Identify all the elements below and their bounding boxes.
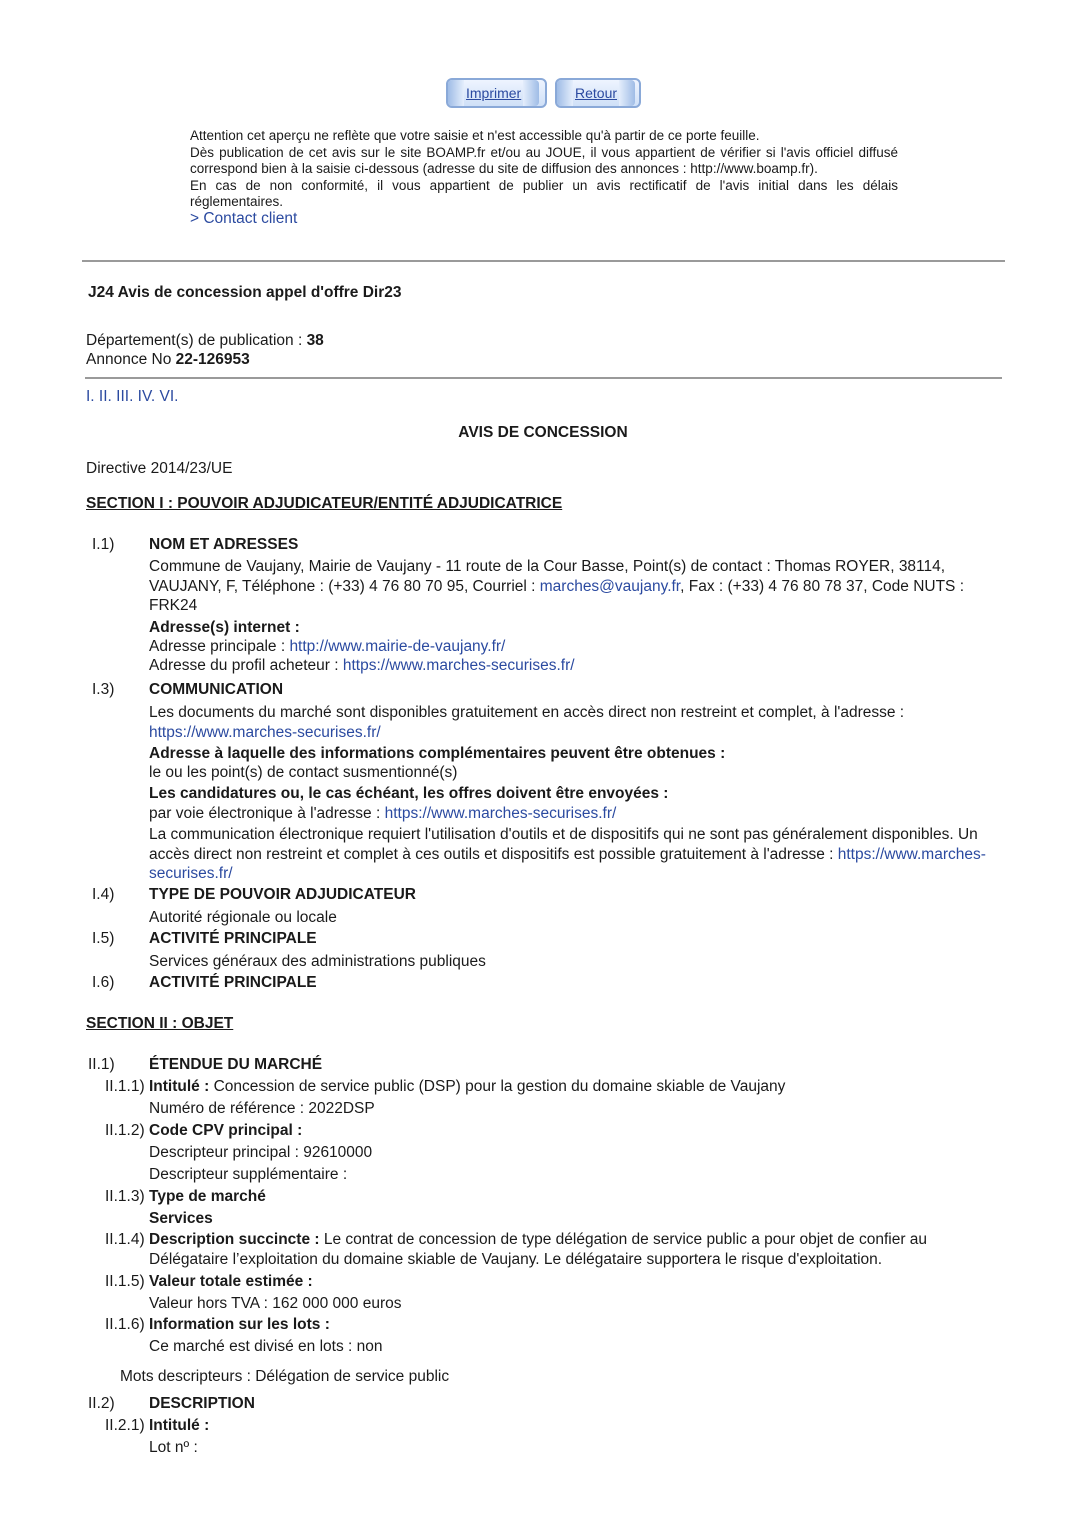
subitem-number: II.1.6) [105,1316,145,1333]
market-type: Services [149,1210,213,1227]
candidates-title: Les candidatures ou, le cas échéant, les offres doivent être envoyées : [149,785,669,802]
document-heading: AVIS DE CONCESSION [458,424,628,441]
subitem-number: II.1.1) [105,1078,145,1095]
annonce-value: 22-126953 [175,351,250,368]
info-text: le ou les point(s) de contact susmentionné(s) [149,764,458,781]
electronic-label: La communication électronique requiert l'utilisation d'outils et de dispositifs qui ne sont pas généralement disponibles. Un accès direct non restreint et complet à ces outils et dispositifs est possible gratuitement à l'adresse : [149,826,978,863]
print-button[interactable] [446,78,547,108]
lots-info: Ce marché est divisé en lots : non [149,1338,383,1355]
subitem-label: Valeur totale estimée : [149,1273,313,1290]
subitem-text [149,1230,999,1269]
electronic-link[interactable]: https://www.marches-securises.fr/ [149,845,986,882]
item-number: I.1) [92,536,115,553]
directive: Directive 2014/23/UE [86,460,233,477]
buyer-profile-link[interactable]: https://www.marches-securises.fr/ [342,657,575,674]
notice-line-1: Attention cet aperçu ne reflète que votre saisie et n'est accessible qu'à partir de ce porte feuille. [190,128,760,143]
notice-title: J24 Avis de concession appel d'offre Dir23 [88,284,402,301]
email-link[interactable]: marches@vaujany.fr [539,577,681,595]
subitem-number: II.2.1) [105,1417,145,1434]
notice-line-3: En cas de non conformité, il vous appartient de publier un avis rectificatif de l'avis initial dans les délais réglementaires. [190,177,898,209]
reference-number: Numéro de référence : 2022DSP [149,1100,375,1117]
item-number: I.3) [92,681,115,698]
item-title: NOM ET ADRESSES [149,536,299,553]
subitem-label: Code CPV principal : [149,1122,303,1139]
subitem-value: Le contrat de concession de type délégation de service public a pour objet de confier au Délégataire l’exploitation du domaine skiable de Vaujany. Le délégataire supportera le risque d'exploitation. [149,1231,928,1268]
subitem-label: Intitulé : [149,1078,214,1095]
subitem-number: II.1.3) [105,1188,145,1205]
address-part: , Fax : (+33) 4 76 80 78 37, Code NUTS : FRK24 [149,577,965,614]
subitem-value: Concession de service public (DSP) pour la gestion du domaine skiable de Vaujany [213,1078,786,1095]
estimated-value: Valeur hors TVA : 162 000 000 euros [149,1295,402,1312]
buyer-profile-label: Adresse du profil acheteur : [149,657,343,674]
back-label: Retour [575,85,618,101]
subitem-label: Information sur les lots : [149,1316,330,1333]
toolbar [446,78,641,108]
annonce-label: Annonce No [86,351,176,368]
candidates-link[interactable]: https://www.marches-securises.fr/ [384,805,617,822]
section-nav[interactable]: I. II. III. IV. VI. [86,388,179,405]
main-address [149,637,999,657]
divider [85,377,1002,379]
section-1-title: SECTION I : POUVOIR ADJUDICATEUR/ENTITÉ ADJUDICATRICE [86,495,563,512]
section-2-title: SECTION II : OBJET [86,1015,234,1032]
item-title: ÉTENDUE DU MARCHÉ [149,1056,323,1073]
item-text: Autorité régionale ou locale [149,909,337,926]
item-title: TYPE DE POUVOIR ADJUDICATEUR [149,886,416,903]
candidates-label: par voie électronique à l'adresse : [149,805,385,822]
button-left-cap [557,80,573,106]
subitem-number: II.1.4) [105,1231,145,1248]
item-title: ACTIVITÉ PRINCIPALE [149,930,317,947]
item-text: Services généraux des administrations publiques [149,953,486,970]
item-number: I.5) [92,930,115,947]
documents-label: Les documents du marché sont disponibles gratuitement en accès direct non restreint et complet, à l'adresse : [149,704,905,721]
candidates-text [149,804,999,824]
subitem-label: Type de marché [149,1188,266,1205]
button-left-cap [448,80,464,106]
print-label: Imprimer [466,85,522,101]
main-address-link[interactable]: http://www.mairie-de-vaujany.fr/ [289,638,506,655]
department-line [86,331,324,351]
address-part: Commune de Vaujany, Mairie de Vaujany - 11 route de la Cour Basse, Point(s) de contact : Thomas ROYER, 38114, VAUJANY, F, Téléphone : (+33) 4 76 80 70 95, Courriel : [149,558,946,595]
item-number: I.4) [92,886,115,903]
internet-label: Adresse(s) internet : [149,619,300,636]
address-text [149,557,999,616]
divider [82,260,1005,262]
department-label: Département(s) de publication : [86,332,307,349]
documents-link[interactable]: https://www.marches-securises.fr/ [149,723,381,741]
annonce-line [86,350,250,370]
electronic-text [149,825,999,884]
cpv-main: Descripteur principal : 92610000 [149,1144,373,1161]
info-title: Adresse à laquelle des informations complémentaires peuvent être obtenues : [149,745,726,762]
keywords: Mots descripteurs : Délégation de service public [120,1368,450,1385]
lot-number: Lot nº : [149,1439,198,1456]
cpv-supplementary: Descripteur supplémentaire : [149,1166,348,1183]
subitem-label: Intitulé : [149,1417,210,1434]
subitem-number: II.1.5) [105,1273,145,1290]
notice-line-2: Dès publication de cet avis sur le site BOAMP.fr et/ou au JOUE, il vous appartient de vérifier si l'avis officiel diffusé correspond bien à la saisie ci-dessous (adresse du site de diffusion des annonces : http://www.boamp.fr). [190,144,898,176]
item-title: COMMUNICATION [149,681,284,698]
subitem-number: II.1.2) [105,1122,145,1139]
item-number: I.6) [92,974,115,991]
button-right-cap [619,80,635,106]
item-number: II.1) [88,1056,115,1073]
buyer-profile [149,656,999,676]
contact-client-link[interactable]: > Contact client [190,209,298,227]
item-title: ACTIVITÉ PRINCIPALE [149,974,317,991]
item-title: DESCRIPTION [149,1395,255,1412]
button-right-cap [523,80,539,106]
subitem-text [149,1077,999,1097]
main-address-label: Adresse principale : [149,638,290,655]
department-value: 38 [306,332,324,349]
item-number: II.2) [88,1395,115,1412]
preview-notice [190,128,898,227]
back-button[interactable] [555,78,641,108]
subitem-label: Description succincte : [149,1231,324,1248]
documents-text [149,703,999,742]
